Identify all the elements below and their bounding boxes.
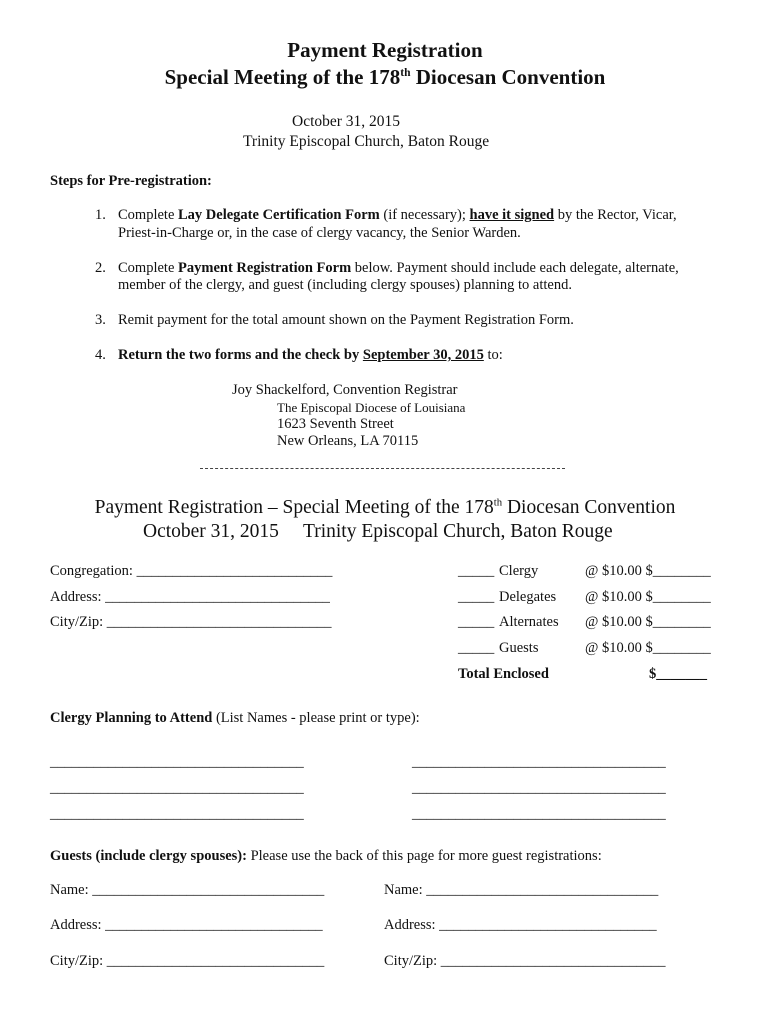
steps-heading: Steps for Pre-registration: xyxy=(50,173,212,189)
step-2-a: Complete xyxy=(118,260,179,276)
deadline-date: September 30, 2015 xyxy=(362,347,484,363)
cut-line xyxy=(200,468,565,469)
step-1-line1 xyxy=(118,207,677,224)
registrar-name: Joy Shackelford, Convention Registrar xyxy=(232,382,458,398)
guest-cityzip-field-right[interactable]: City/Zip: _______________________________ xyxy=(384,953,666,969)
clergy-name-line-2[interactable]: ___________________________________ xyxy=(412,754,666,770)
step-4-text xyxy=(118,347,503,364)
diocese-name: The Episcopal Diocese of Louisiana xyxy=(277,400,466,415)
alternates-label: Alternates xyxy=(499,614,559,630)
page-subtitle xyxy=(0,65,770,90)
step-4-number: 4. xyxy=(95,347,106,363)
guests-amount-field[interactable]: @ $10.00 $________ xyxy=(585,640,711,656)
total-enclosed-label: Total Enclosed xyxy=(458,666,549,682)
step-4-a: Return the two forms and the check by xyxy=(118,347,363,363)
clergy-count-field[interactable]: _____ xyxy=(458,563,495,579)
delegates-label: Delegates xyxy=(499,589,557,605)
subtitle-sup: th xyxy=(400,67,411,79)
clergy-name-line-6[interactable]: ___________________________________ xyxy=(412,806,666,822)
city-zip-field[interactable]: City/Zip: _______________________________ xyxy=(50,614,332,630)
clergy-label: Clergy xyxy=(499,563,539,579)
subtitle-post: Diocesan Convention xyxy=(410,65,606,89)
city-state-zip: New Orleans, LA 70115 xyxy=(277,433,419,449)
subtitle-pre: Special Meeting of the 178 xyxy=(164,65,401,89)
clergy-attend-heading-rest: (List Names - please print or type): xyxy=(212,710,420,726)
step-1-line2: Priest-in-Charge or, in the case of clergy vacancy, the Senior Warden. xyxy=(118,225,521,241)
step-1-a: Complete xyxy=(118,207,179,223)
meeting-date: October 31, 2015 xyxy=(292,113,401,130)
step-4-c: to: xyxy=(483,347,503,363)
guests-label: Guests xyxy=(499,640,539,656)
clergy-name-line-3[interactable]: ___________________________________ xyxy=(50,780,304,796)
step-3-text: Remit payment for the total amount shown on the Payment Registration Form. xyxy=(118,312,574,328)
alternates-amount-field[interactable]: @ $10.00 $________ xyxy=(585,614,711,630)
guest-name-field-left[interactable]: Name: ________________________________ xyxy=(50,882,325,898)
lay-delegate-form-name: Lay Delegate Certification Form xyxy=(178,207,380,223)
alternates-count-field[interactable]: _____ xyxy=(458,614,495,630)
form-heading-sup: th xyxy=(493,496,503,509)
title-text: Payment Registration xyxy=(287,38,483,62)
clergy-name-line-5[interactable]: ___________________________________ xyxy=(50,806,304,822)
guests-heading-bold: Guests (include clergy spouses): xyxy=(50,848,247,864)
have-it-signed: have it signed xyxy=(469,207,555,223)
clergy-name-line-1[interactable]: ___________________________________ xyxy=(50,754,304,770)
step-2-line2: member of the clergy, and guest (including clergy spouses) planning to attend. xyxy=(118,277,572,293)
step-2-c: below. Payment should include each delegate, alternate, xyxy=(351,260,679,276)
meeting-location: Trinity Episcopal Church, Baton Rouge xyxy=(243,133,490,150)
street-address: 1623 Seventh Street xyxy=(277,416,394,432)
step-1-e: by the Rector, Vicar, xyxy=(554,207,677,223)
clergy-attend-heading xyxy=(50,710,420,727)
congregation-field[interactable]: Congregation: ___________________________ xyxy=(50,563,333,579)
clergy-attend-heading-bold: Clergy Planning to Attend xyxy=(50,710,213,726)
guests-count-field[interactable]: _____ xyxy=(458,640,495,656)
guest-name-field-right[interactable]: Name: ________________________________ xyxy=(384,882,659,898)
page-title xyxy=(0,38,770,63)
form-heading xyxy=(0,497,770,519)
guest-cityzip-field-left[interactable]: City/Zip: ______________________________ xyxy=(50,953,325,969)
guest-address-field-right[interactable]: Address: ______________________________ xyxy=(384,917,657,933)
step-1-c: (if necessary); xyxy=(379,207,470,223)
delegates-amount-field[interactable]: @ $10.00 $________ xyxy=(585,589,711,605)
total-amount-field[interactable]: $_______ xyxy=(649,666,707,682)
guest-address-field-left[interactable]: Address: ______________________________ xyxy=(50,917,323,933)
form-date: October 31, 2015 xyxy=(143,521,279,542)
guests-heading xyxy=(50,848,602,865)
clergy-name-line-4[interactable]: ___________________________________ xyxy=(412,780,666,796)
address-field[interactable]: Address: _______________________________ xyxy=(50,589,330,605)
step-3-number: 3. xyxy=(95,312,106,328)
form-heading-post: Diocesan Convention xyxy=(502,497,676,518)
form-heading-pre: Payment Registration – Special Meeting of the 178 xyxy=(94,497,494,518)
form-location: Trinity Episcopal Church, Baton Rouge xyxy=(303,521,613,542)
step-2-number: 2. xyxy=(95,260,106,276)
delegates-count-field[interactable]: _____ xyxy=(458,589,495,605)
guests-heading-rest: Please use the back of this page for more guest registrations: xyxy=(246,848,602,864)
step-2-line1 xyxy=(118,260,679,277)
payment-form-name: Payment Registration Form xyxy=(178,260,352,276)
clergy-amount-field[interactable]: @ $10.00 $________ xyxy=(585,563,711,579)
step-1-number: 1. xyxy=(95,207,106,223)
